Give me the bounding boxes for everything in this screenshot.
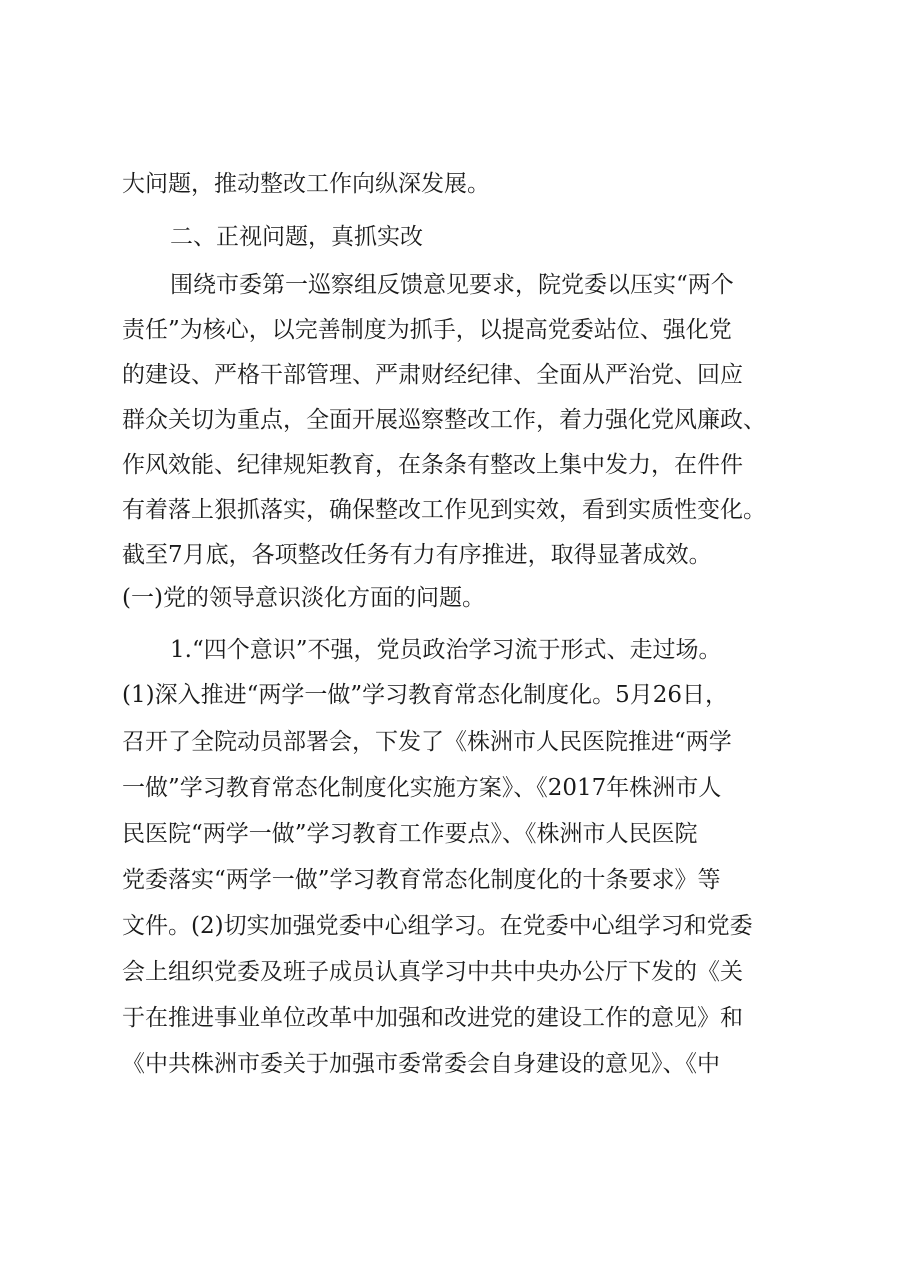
- paragraph-line-20: 《中共株洲市委关于加强市委常委会自身建设的意见》、《中: [122, 1051, 720, 1077]
- paragraph-line-9: 截至7月底，各项整改任务有力有序推进，取得显著成效。: [122, 542, 712, 568]
- subsection-heading: (一)党的领导意识淡化方面的问题。: [122, 585, 485, 611]
- paragraph-line-16: 党委落实“两学一做”学习教育常态化制度化的十条要求》等: [122, 867, 721, 893]
- paragraph-line-12: (1)深入推进“两学一做”学习教育常态化制度化。5月26日，: [122, 682, 728, 708]
- paragraph-line-13: 召开了全院动员部署会，下发了《株洲市人民医院推进“两学: [122, 729, 732, 755]
- paragraph-line-18: 会上组织党委及班子成员认真学习中共中央办公厅下发的《关: [122, 959, 743, 985]
- paragraph-line-15: 民医院“两学一做”学习教育工作要点》、《株洲市人民医院: [122, 821, 698, 847]
- section-heading: 二、正视问题，真抓实改: [170, 224, 423, 250]
- paragraph-line-8: 有着落上狠抓落实，确保整改工作见到实效，看到实质性变化。: [122, 497, 766, 523]
- paragraph-line-5: 的建设、严格干部管理、严肃财经纪律、全面从严治党、回应: [122, 362, 743, 388]
- item-heading: 1.“四个意识”不强，党员政治学习流于形式、走过场。: [170, 637, 722, 663]
- paragraph-line-14: 一做”学习教育常态化制度化实施方案》、《2017年株洲市人: [122, 775, 722, 801]
- paragraph-line-7: 作风效能、纪律规矩教育，在条条有整改上集中发力，在件件: [122, 452, 743, 478]
- paragraph-line-4: 责任”为核心，以完善制度为抓手，以提高党委站位、强化党: [122, 317, 732, 343]
- paragraph-line-19: 于在推进事业单位改革中加强和改进党的建设工作的意见》和: [122, 1005, 743, 1031]
- paragraph-line-3: 围绕市委第一巡察组反馈意见要求，院党委以压实“两个: [170, 272, 734, 298]
- paragraph-line-6: 群众关切为重点，全面开展巡察整改工作，着力强化党风廉政、: [122, 407, 766, 433]
- paragraph-line-17: 文件。(2)切实加强党委中心组学习。在党委中心组学习和党委: [122, 913, 753, 939]
- text-line-1: 大问题，推动整改工作向纵深发展。: [122, 171, 490, 197]
